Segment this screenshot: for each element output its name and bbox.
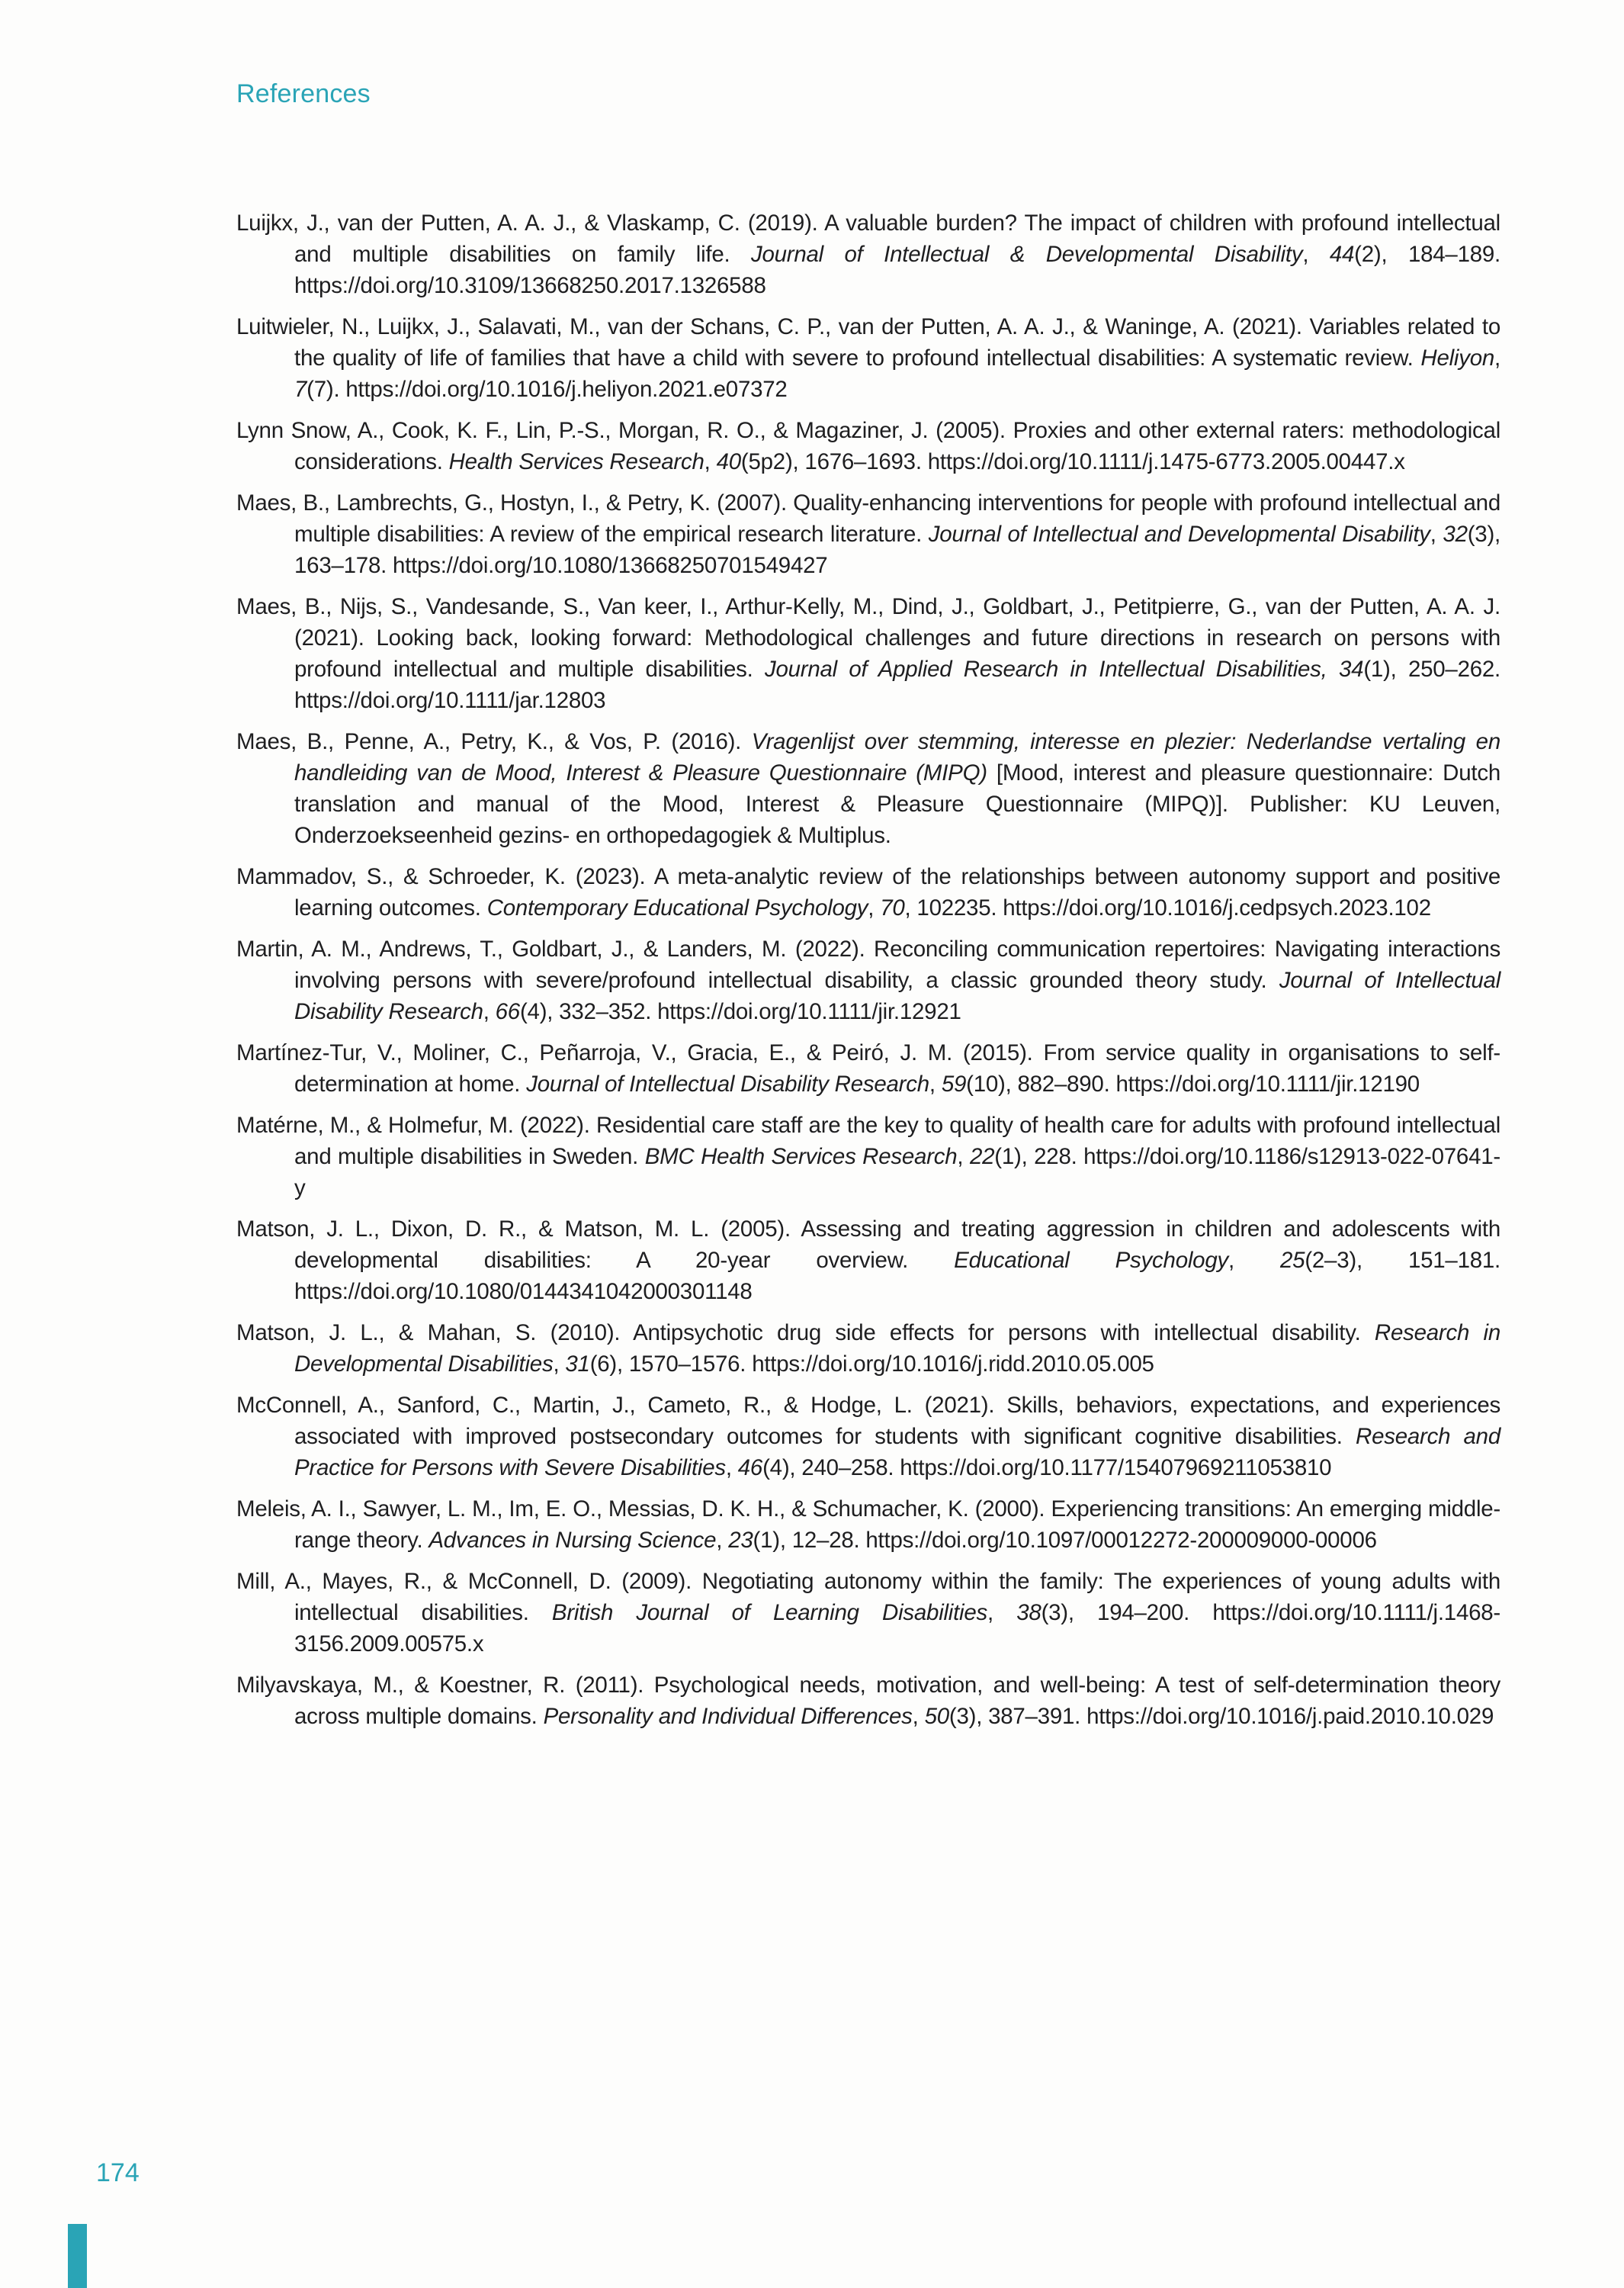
reference-italic-segment: 22 bbox=[969, 1144, 995, 1169]
reference-italic-segment: 25 bbox=[1280, 1248, 1305, 1273]
reference-entry bbox=[236, 1317, 1500, 1380]
reference-text-segment: , bbox=[912, 1704, 925, 1729]
reference-text-segment: , bbox=[704, 449, 717, 474]
reference-entry bbox=[236, 934, 1500, 1027]
reference-text-segment: (4), 240–258. https://doi.org/10.1177/15407969211053810 bbox=[762, 1455, 1332, 1480]
reference-text-segment: (10), 882–890. https://doi.org/10.1111/jir.12190 bbox=[966, 1072, 1420, 1097]
page-title: References bbox=[236, 79, 371, 108]
reference-italic-segment: 7 bbox=[294, 377, 307, 402]
reference-italic-segment: Contemporary Educational Psychology bbox=[486, 895, 868, 921]
reference-text-segment: McConnell, A., Sanford, C., Martin, J., Cameto, R., & Hodge, L. (2021). Skills, behaviors, expectations, and experiences associated with improved postsecondary outcomes for students with significant cognitive disabilities. bbox=[236, 1393, 1500, 1449]
reference-text-segment: Mammadov, S., & Schroeder, K. (2023). A meta-analytic review of the relationships between autonomy support and positive learning outcomes. bbox=[236, 864, 1500, 921]
reference-italic-segment: BMC Health Services Research bbox=[644, 1144, 958, 1169]
reference-entry bbox=[236, 1566, 1500, 1660]
reference-italic-segment: Health Services Research bbox=[448, 449, 704, 474]
reference-italic-segment: Research and Practice for Persons with Severe Disabilities bbox=[294, 1424, 1501, 1480]
reference-italic-segment: Journal of Intellectual and Developmental Disability bbox=[928, 522, 1430, 547]
reference-entry bbox=[236, 591, 1500, 716]
reference-italic-segment: Advances in Nursing Science bbox=[428, 1528, 717, 1553]
reference-text-segment: Mill, A., Mayes, R., & McConnell, D. (2009). Negotiating autonomy within the family: The experiences of young adults with intellectual disabilities. bbox=[236, 1569, 1500, 1625]
reference-text-segment: Matérne, M., & Holmefur, M. (2022). Residential care staff are the key to quality of health care for adults with profound intellectual and multiple disabilities in Sweden. bbox=[236, 1113, 1500, 1169]
reference-entry bbox=[236, 415, 1500, 477]
reference-text-segment: (3), 194–200. https://doi.org/10.1111/j.1468-3156.2009.00575.x bbox=[294, 1600, 1500, 1657]
reference-italic-segment: Heliyon bbox=[1420, 345, 1495, 371]
reference-entry bbox=[236, 1390, 1500, 1483]
reference-text-segment: Luijkx, J., van der Putten, A. A. J., & Vlaskamp, C. (2019). A valuable burden? The impact of children with profound intellectual and multiple disabilities on family life. bbox=[236, 210, 1500, 267]
reference-entry bbox=[236, 1493, 1500, 1556]
page-number: 174 bbox=[96, 2158, 140, 2187]
reference-italic-segment: 44 bbox=[1329, 242, 1355, 267]
reference-text-segment: (2–3), 151–181. https://doi.org/10.1080/0144341042000301148 bbox=[294, 1248, 1500, 1304]
reference-text-segment: , bbox=[957, 1144, 970, 1169]
reference-italic-segment: Personality and Individual Differences bbox=[543, 1704, 913, 1729]
reference-text-segment: (7). https://doi.org/10.1016/j.heliyon.2021.e07372 bbox=[307, 377, 788, 402]
reference-text-segment: , bbox=[553, 1351, 566, 1377]
reference-text-segment: Meleis, A. I., Sawyer, L. M., Im, E. O., Messias, D. K. H., & Schumacher, K. (2000). Experiencing transitions: An emerging middle-range theory. bbox=[236, 1496, 1500, 1553]
reference-text-segment: , bbox=[1430, 522, 1443, 547]
reference-text-segment: (5p2), 1676–1693. https://doi.org/10.1111/j.1475-6773.2005.00447.x bbox=[740, 449, 1405, 474]
reference-text-segment: Maes, B., Penne, A., Petry, K., & Vos, P. (2016). bbox=[236, 729, 752, 754]
reference-italic-segment: Vragenlijst over stemming, interesse en plezier: Nederlandse vertaling en handleiding van de Mood, Interest & Pleasure Questionnaire (MIPQ) bbox=[294, 729, 1500, 786]
reference-italic-segment: 59 bbox=[941, 1072, 967, 1097]
reference-italic-segment: 31 bbox=[565, 1351, 590, 1377]
reference-text-segment: Martin, A. M., Andrews, T., Goldbart, J., & Landers, M. (2022). Reconciling communication repertoires: Navigating interactions involving persons with severe/profound intellectual disability, a classic grounded theory study. bbox=[236, 937, 1500, 993]
reference-text-segment: (1), 250–262. https://doi.org/10.1111/jar.12803 bbox=[294, 657, 1500, 713]
reference-text-segment: , bbox=[868, 895, 881, 921]
reference-entry bbox=[236, 207, 1500, 301]
reference-entry bbox=[236, 311, 1500, 405]
reference-italic-segment: Research in Developmental Disabilities bbox=[294, 1320, 1500, 1377]
reference-italic-segment: 50 bbox=[924, 1704, 949, 1729]
reference-italic-segment: 32 bbox=[1443, 522, 1468, 547]
reference-text-segment: (1), 228. https://doi.org/10.1186/s12913-022-07641-y bbox=[294, 1144, 1500, 1200]
reference-italic-segment: 23 bbox=[728, 1528, 753, 1553]
reference-text-segment: , bbox=[1302, 242, 1330, 267]
reference-text-segment: (3), 387–391. https://doi.org/10.1016/j.paid.2010.10.029 bbox=[948, 1704, 1494, 1729]
reference-text-segment: , bbox=[716, 1528, 729, 1553]
reference-text-segment: (6), 1570–1576. https://doi.org/10.1016/j.ridd.2010.05.005 bbox=[589, 1351, 1154, 1377]
reference-text-segment: , 102235. https://doi.org/10.1016/j.cedpsych.2023.102 bbox=[904, 895, 1431, 921]
reference-text-segment: Martínez-Tur, V., Moliner, C., Peñarroja, V., Gracia, E., & Peiró, J. M. (2015). From service quality in organisations to self-determination at home. bbox=[236, 1040, 1500, 1097]
reference-italic-segment: Journal of Intellectual Disability Research bbox=[294, 968, 1501, 1024]
reference-text-segment: Lynn Snow, A., Cook, K. F., Lin, P.-S., Morgan, R. O., & Magaziner, J. (2005). Proxies and other external raters: methodological considerations. bbox=[236, 418, 1500, 474]
reference-text-segment: Luitwieler, N., Luijkx, J., Salavati, M., van der Schans, C. P., van der Putten, A. A. J., & Waninge, A. (2021). Variables related to the quality of life of families that have a child with severe to profound intellectual disabilities: A systematic review. bbox=[236, 314, 1500, 371]
reference-italic-segment: Journal of Intellectual Disability Research bbox=[526, 1072, 929, 1097]
reference-italic-segment: 46 bbox=[737, 1455, 763, 1480]
reference-entry bbox=[236, 1669, 1500, 1732]
reference-italic-segment: Educational Psychology bbox=[954, 1248, 1228, 1273]
reference-entry bbox=[236, 487, 1500, 581]
reference-entry bbox=[236, 726, 1500, 851]
reference-text-segment: [Mood, interest and pleasure questionnaire: Dutch translation and manual of the Mood, Interest & Pleasure Questionnaire (MIPQ)]. Publisher: KU Leuven, Onderzoekseenheid gezins- en orthopedagogiek & Multiplus. bbox=[294, 760, 1500, 848]
reference-entry bbox=[236, 861, 1500, 924]
reference-italic-segment: Journal of Intellectual & Developmental Disability bbox=[750, 242, 1303, 267]
reference-text-segment: (1), 12–28. https://doi.org/10.1097/00012272-200009000-00006 bbox=[753, 1528, 1377, 1553]
reference-text-segment: , bbox=[725, 1455, 738, 1480]
reference-list bbox=[236, 207, 1500, 1742]
reference-text-segment: Matson, J. L., Dixon, D. R., & Matson, M. L. (2005). Assessing and treating aggression in children and adolescents with developmental disabilities: A 20-year overview. bbox=[236, 1216, 1500, 1273]
reference-entry bbox=[236, 1110, 1500, 1203]
reference-italic-segment: British Journal of Learning Disabilities bbox=[551, 1600, 988, 1625]
page-edge-accent-bar bbox=[68, 2224, 87, 2288]
reference-text-segment: Maes, B., Nijs, S., Vandesande, S., Van keer, I., Arthur-Kelly, M., Dind, J., Goldbart, J., Petitpierre, G., van der Putten, A. A. J. (2021). Looking back, looking forward: Methodological challenges and future directions in research on persons with profound intellectual and multiple disabilities. bbox=[236, 594, 1500, 682]
reference-entry bbox=[236, 1037, 1500, 1100]
reference-text-segment: Milyavskaya, M., & Koestner, R. (2011). Psychological needs, motivation, and well-being: A test of self-determination theory across multiple domains. bbox=[236, 1673, 1500, 1729]
reference-text-segment: , bbox=[1228, 1248, 1280, 1273]
reference-italic-segment: 40 bbox=[716, 449, 741, 474]
reference-italic-segment: Journal of Applied Research in Intellectual Disabilities, 34 bbox=[764, 657, 1364, 682]
reference-entry bbox=[236, 1213, 1500, 1307]
reference-text-segment: (2), 184–189. https://doi.org/10.3109/13668250.2017.1326588 bbox=[294, 242, 1500, 298]
reference-text-segment: , bbox=[483, 999, 496, 1024]
reference-text-segment: (4), 332–352. https://doi.org/10.1111/jir.12921 bbox=[519, 999, 961, 1024]
reference-italic-segment: 66 bbox=[495, 999, 520, 1024]
reference-text-segment: Maes, B., Lambrechts, G., Hostyn, I., & Petry, K. (2007). Quality-enhancing interventions for people with profound intellectual and multiple disabilities: A review of the empirical research literature. bbox=[236, 490, 1500, 547]
reference-text-segment: , bbox=[987, 1600, 1017, 1625]
reference-italic-segment: 38 bbox=[1016, 1600, 1041, 1625]
reference-text-segment: Matson, J. L., & Mahan, S. (2010). Antipsychotic drug side effects for persons with intellectual disability. bbox=[236, 1320, 1375, 1345]
reference-text-segment: , bbox=[1494, 345, 1500, 371]
reference-text-segment: (3), 163–178. https://doi.org/10.1080/13668250701549427 bbox=[294, 522, 1500, 578]
reference-text-segment: , bbox=[929, 1072, 942, 1097]
reference-italic-segment: 70 bbox=[880, 895, 905, 921]
